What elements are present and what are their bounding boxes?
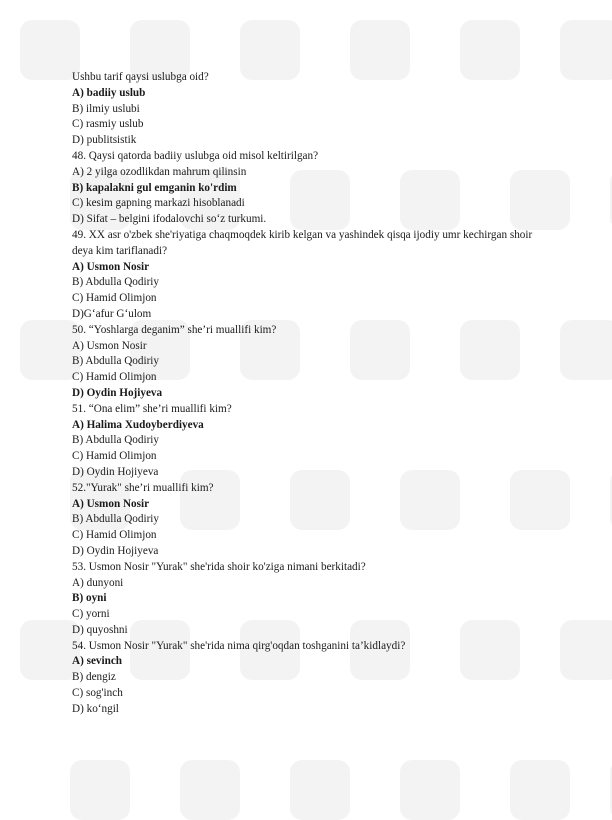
text-line: Ushbu tarif qaysi uslubga oid? (72, 71, 209, 83)
text-line: A) Usmon Nosir (72, 497, 150, 510)
watermark-tile (560, 620, 612, 680)
text-line: C) Hamid Olimjon (72, 292, 157, 305)
text-line: B) ilmiy uslubi (72, 102, 140, 115)
text-line: B) kapalakni gul emganin ko'rdim (72, 181, 237, 194)
watermark-tile (20, 620, 80, 680)
text-line: B) Abdulla Qodiriy (72, 355, 160, 368)
text-line: C) Hamid Olimjon (72, 450, 157, 463)
text-line: 49. XX asr o'zbek she'riyatiga chaqmoqdek kirib kelgan va yashindek qisqa ijodiy umr kechirgan shoir deya kim tariflanadi? (72, 228, 533, 257)
text-line: A) Usmon Nosir (72, 260, 150, 273)
text-line: A) Halima Xudoyberdiyeva (72, 418, 204, 431)
text-line: C) rasmiy uslub (72, 118, 144, 131)
text-line: 53. Usmon Nosir "Yurak" she'rida shoir ko'ziga nimani berkitadi? (72, 560, 366, 573)
text-line: D) quyoshni (72, 623, 128, 636)
watermark-tile (70, 760, 130, 820)
text-line: D) Oydin Hojiyeva (72, 544, 159, 557)
text-line: B) Abdulla Qodiriy (72, 513, 160, 526)
text-line: 54. Usmon Nosir "Yurak" she'rida nima qirg'oqdan toshganini ta’kidlaydi? (72, 639, 406, 652)
watermark-tile (20, 20, 80, 80)
text-line: D) publitsistik (72, 134, 137, 147)
document-body (72, 70, 552, 718)
text-line: A) badiiy uslub (72, 86, 146, 99)
watermark-tile (510, 760, 570, 820)
text-line: A) sevinch (72, 655, 123, 668)
text-line: D) ko‘ngil (72, 702, 119, 715)
text-line: D) Sifat – belgini ifodalovchi so‘z turkumi. (72, 213, 267, 226)
watermark-tile (560, 20, 612, 80)
text-line: B) Abdulla Qodiriy (72, 434, 160, 447)
text-line: B) oyni (72, 592, 107, 605)
text-line: B) dengiz (72, 671, 116, 684)
text-line: 52."Yurak" she’ri muallifi kim? (72, 481, 214, 494)
text-line: C) sog'inch (72, 687, 123, 700)
text-line: C) kesim gapning markazi hisoblanadi (72, 197, 245, 210)
text-line: D)G‘afur G‘ulom (72, 307, 152, 320)
text-line: 50. “Yoshlarga deganim” she’ri muallifi kim? (72, 323, 277, 336)
text-line: A) Usmon Nosir (72, 339, 147, 352)
watermark-tile (20, 320, 80, 380)
text-line: C) Hamid Olimjon (72, 371, 157, 384)
watermark-tile (290, 760, 350, 820)
text-line: C) yorni (72, 608, 110, 621)
text-line: 48. Qaysi qatorda badiiy uslubga oid misol keltirilgan? (72, 149, 319, 162)
text-line: D) Oydin Hojiyeva (72, 465, 159, 478)
text-line: A) dunyoni (72, 576, 124, 589)
text-line: A) 2 yilga ozodlikdan mahrum qilinsin (72, 165, 247, 178)
watermark-tile (400, 760, 460, 820)
text-line: B) Abdulla Qodiriy (72, 276, 160, 289)
text-line: 51. “Ona elim” she’ri muallifi kim? (72, 402, 232, 415)
text-line: C) Hamid Olimjon (72, 529, 157, 542)
text-line: D) Oydin Hojiyeva (72, 386, 163, 399)
watermark-tile (560, 320, 612, 380)
watermark-tile (180, 760, 240, 820)
